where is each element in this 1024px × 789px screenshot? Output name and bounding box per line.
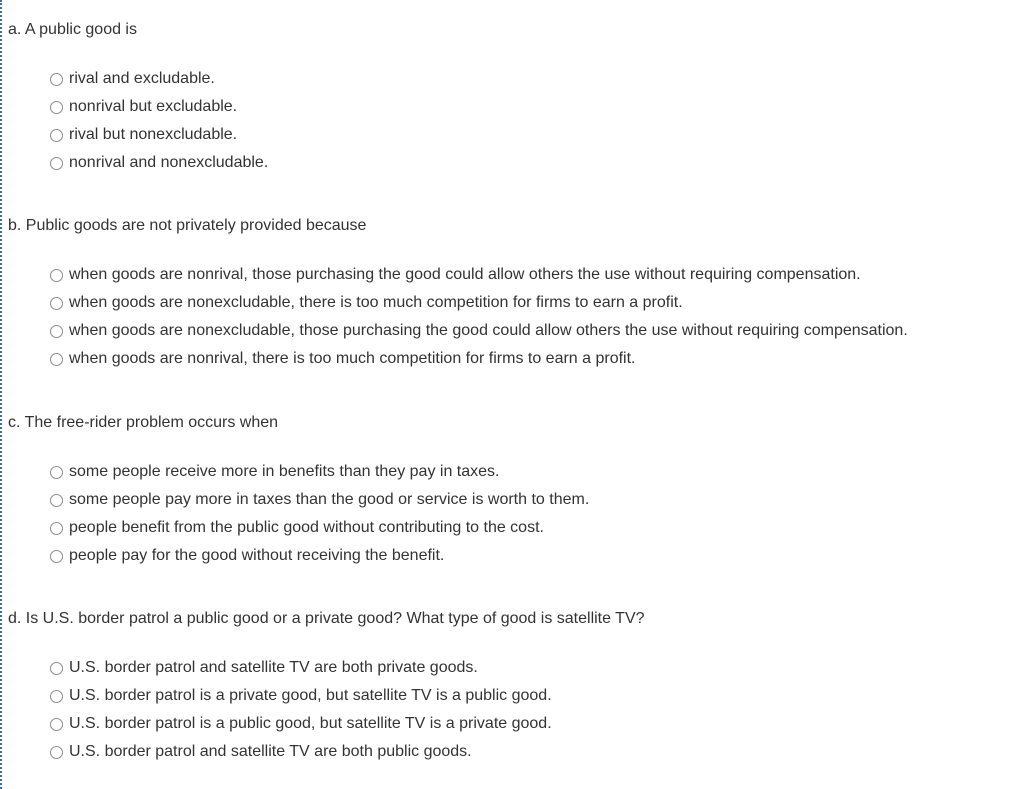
question-b-options (50, 261, 908, 373)
question-a-option-4[interactable] (50, 149, 268, 177)
question-b-option-4[interactable] (50, 345, 908, 373)
option-label: people benefit from the public good without contributing to the cost. (69, 519, 544, 536)
radio-button[interactable] (50, 662, 63, 675)
option-label: when goods are nonexcludable, those purchasing the good could allow others the use without requiring compensation. (69, 322, 908, 339)
question-b-prompt: b. Public goods are not privately provided because (8, 217, 367, 234)
question-a-options (50, 65, 268, 177)
radio-button[interactable] (50, 101, 63, 114)
question-c-option-1[interactable] (50, 458, 589, 486)
option-label: rival but nonexcludable. (69, 126, 238, 143)
option-label: when goods are nonrival, there is too much competition for firms to earn a profit. (69, 350, 636, 367)
question-c-options (50, 458, 589, 570)
question-a-option-1[interactable] (50, 65, 268, 93)
question-c-prompt: c. The free-rider problem occurs when (8, 414, 279, 431)
radio-button[interactable] (50, 690, 63, 703)
question-c (8, 412, 1024, 564)
question-d-options (50, 654, 552, 766)
radio-button[interactable] (50, 325, 63, 338)
radio-button[interactable] (50, 73, 63, 86)
question-a (8, 19, 1024, 171)
option-label: U.S. border patrol is a private good, but satellite TV is a public good. (69, 687, 552, 704)
radio-button[interactable] (50, 269, 63, 282)
radio-button[interactable] (50, 129, 63, 142)
question-b-option-2[interactable] (50, 289, 908, 317)
option-label: when goods are nonexcludable, there is too much competition for firms to earn a profit. (69, 294, 683, 311)
option-label: rival and excludable. (69, 70, 215, 87)
option-label: some people receive more in benefits than they pay in taxes. (69, 463, 500, 480)
radio-button[interactable] (50, 746, 63, 759)
option-label: nonrival and nonexcludable. (69, 154, 269, 171)
question-d-option-3[interactable] (50, 710, 552, 738)
question-c-option-3[interactable] (50, 514, 589, 542)
question-a-option-3[interactable] (50, 121, 268, 149)
question-c-option-4[interactable] (50, 542, 589, 570)
option-label: when goods are nonrival, those purchasing the good could allow others the use without requiring compensation. (69, 266, 861, 283)
option-label: U.S. border patrol and satellite TV are both private goods. (69, 659, 478, 676)
radio-button[interactable] (50, 297, 63, 310)
option-label: nonrival but excludable. (69, 98, 238, 115)
question-a-option-2[interactable] (50, 93, 268, 121)
radio-button[interactable] (50, 353, 63, 366)
radio-button[interactable] (50, 718, 63, 731)
option-label: U.S. border patrol and satellite TV are both public goods. (69, 743, 472, 760)
option-label: U.S. border patrol is a public good, but satellite TV is a private good. (69, 715, 552, 732)
radio-button[interactable] (50, 157, 63, 170)
question-d-option-4[interactable] (50, 738, 552, 766)
radio-button[interactable] (50, 494, 63, 507)
radio-button[interactable] (50, 550, 63, 563)
radio-button[interactable] (50, 522, 63, 535)
question-c-option-2[interactable] (50, 486, 589, 514)
question-a-prompt: a. A public good is (8, 21, 137, 38)
question-d (8, 608, 1024, 760)
question-d-prompt: d. Is U.S. border patrol a public good or a private good? What type of good is satellite TV? (8, 610, 645, 627)
question-b (8, 215, 1024, 367)
question-b-option-3[interactable] (50, 317, 908, 345)
question-d-option-2[interactable] (50, 682, 552, 710)
radio-button[interactable] (50, 466, 63, 479)
option-label: people pay for the good without receiving the benefit. (69, 547, 445, 564)
question-d-option-1[interactable] (50, 654, 552, 682)
left-dotted-rule (0, 0, 2, 789)
question-b-option-1[interactable] (50, 261, 908, 289)
option-label: some people pay more in taxes than the good or service is worth to them. (69, 491, 590, 508)
